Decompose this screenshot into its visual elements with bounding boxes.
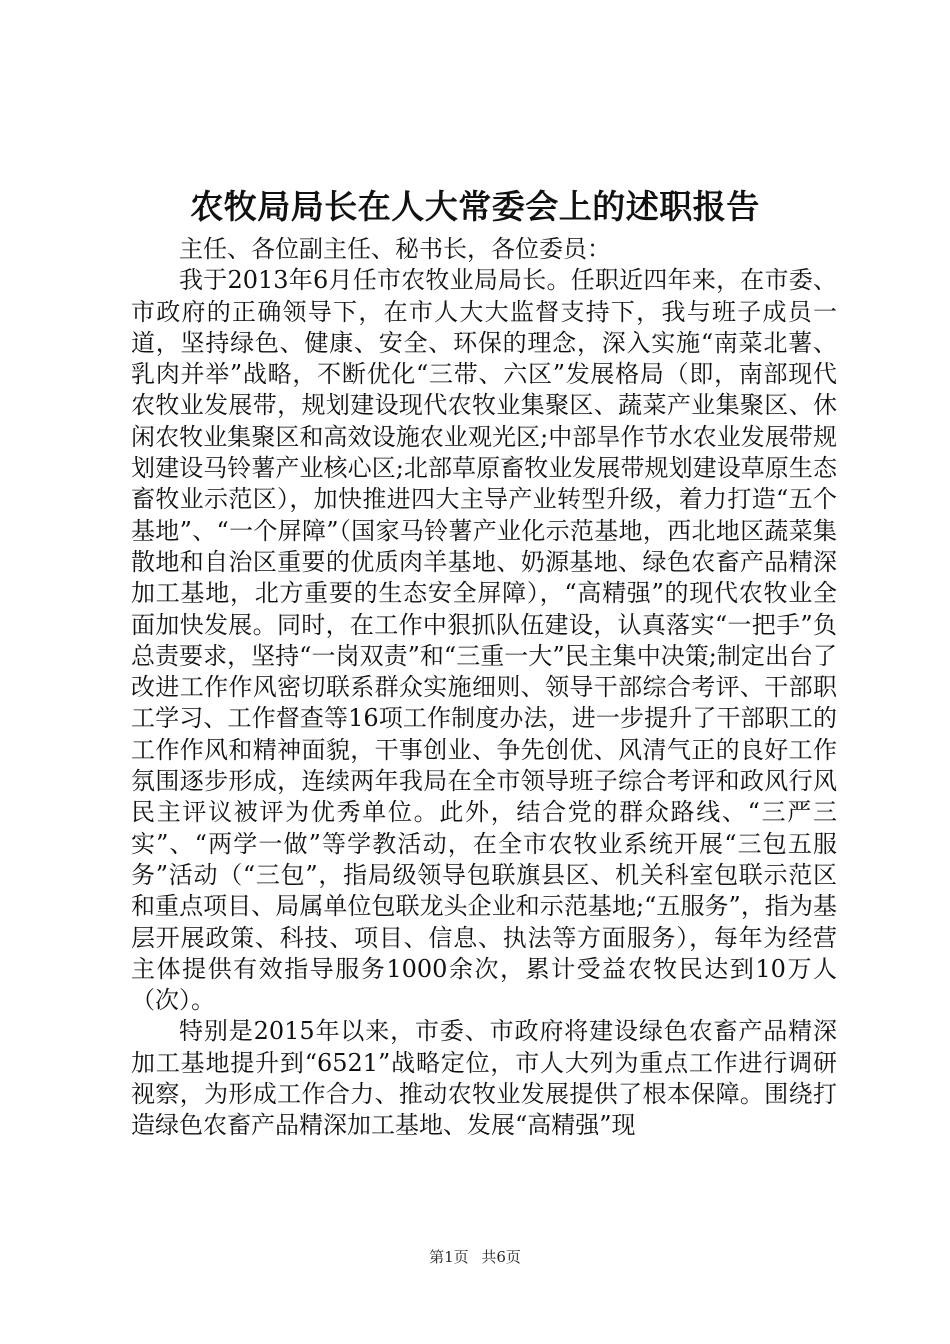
page-number: 第1页: [429, 1248, 469, 1266]
document-body: [131, 234, 837, 1142]
page-total: 共6页: [481, 1248, 521, 1266]
document-title: 农牧局局长在人大常委会上的述职报告: [190, 187, 760, 226]
body-paragraph: 特别是2015年以来，市委、市政府将建设绿色农畜产品精深加工基地提升到“6521”战略定位，市人大列为重点工作进行调研视察，为形成工作合力、推动农牧业发展提供了根本保障。围绕打造绿色农畜产品精深加工基地、发展“高精强”现: [131, 1017, 837, 1140]
page-footer: [0, 1247, 950, 1267]
body-paragraph: 我于2013年6月任市农牧业局局长。任职近四年来，在市委、市政府的正确领导下，在市人大大监督支持下，我与班子成员一道，坚持绿色、健康、安全、环保的理念，深入实施“南菜北薯、乳肉并举”战略，不断优化“三带、六区”发展格局（即，南部现代农牧业发展带，规划建设现代农牧业集聚区、蔬菜产业集聚区、休闲农牧业集聚区和高效设施农业观光区;中部旱作节水农业发展带规划建设马铃薯产业核心区;北部草原畜牧业发展带规划建设草原生态畜牧业示范区），加快推进四大主导产业转型升级，着力打造“五个基地”、“一个屏障”（国家马铃薯产业化示范基地，西北地区蔬菜集散地和自治区重要的优质肉羊基地、奶源基地、绿色农畜产品精深加工基地，北方重要的生态安全屏障），“高精强”的现代农牧业全面加快发展。同时，在工作中狠抓队伍建设，认真落实“一把手”负总责要求，坚持“一岗双责”和“三重一大”民主集中决策;制定出台了改进工作作风密切联系群众实施细则、领导干部综合考评、干部职工学习、工作督查等16项工作制度办法，进一步提升了干部职工的工作作风和精神面貌，干事创业、争先创优、风清气正的良好工作氛围逐步形成，连续两年我局在全市领导班子综合考评和政风行风民主评议被评为优秀单位。此外，结合党的群众路线、“三严三实”、“两学一做”等学教活动，在全市农牧业系统开展“三包五服务”活动（“三包”，指局级领导包联旗县区、机关科室包联示范区和重点项目、局属单位包联龙头企业和示范基地;“五服务”，指为基层开展政策、科技、项目、信息、执法等方面服务），每年为经营主体提供有效指导服务1000余次，累计受益农牧民达到10万人（次）。: [131, 266, 837, 1015]
salutation-paragraph: 主任、各位副主任、秘书长，各位委员：: [179, 235, 611, 263]
